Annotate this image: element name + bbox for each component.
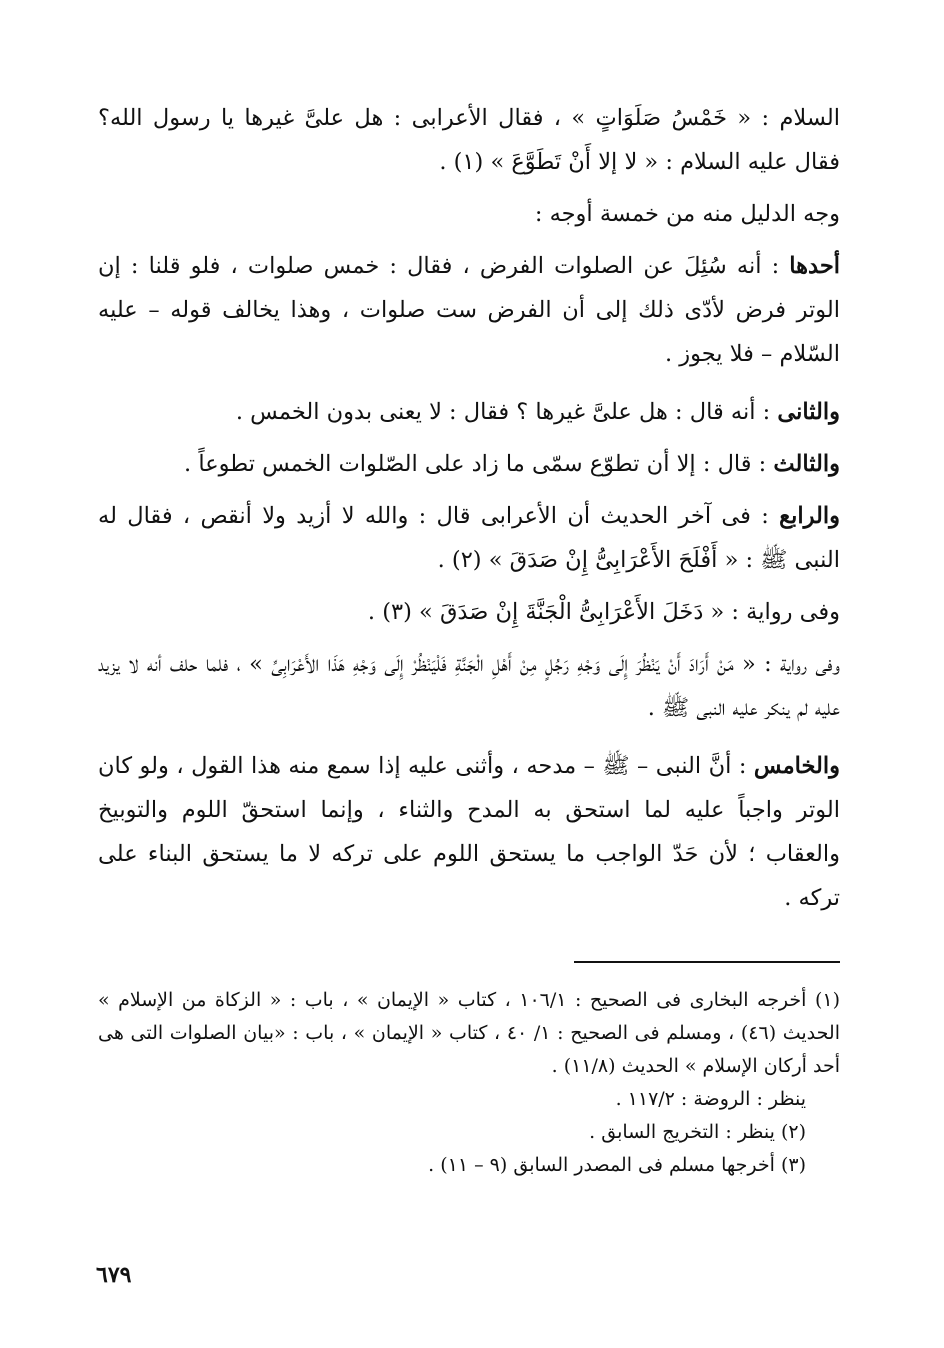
- main-text: [98, 96, 840, 934]
- paragraph-lead: أحدها: [789, 253, 840, 279]
- paragraph-8: [98, 744, 840, 920]
- paragraph-lead: والثالث: [773, 451, 840, 477]
- paragraph-4: [98, 442, 840, 486]
- page-number: ٦٧٩: [96, 1262, 132, 1288]
- paragraph-text: وفى رواية : « دَخَلَ الأَعْرَابِىُّ الْجَنَّةَ إِنْ صَدَقَ » (٣) .: [367, 599, 840, 625]
- paragraph-text: وجه الدليل منه من خمسة أوجه :: [534, 201, 840, 227]
- paragraph-2: [98, 244, 840, 376]
- paragraph-text: وفى رواية : « مَنْ أَرَادَ أَنْ يَنْظُرَ إِلَى وَجْهِ رَجُلٍ مِنْ أَهْلِ الْجَنَّةِ فَلْيَنْظُرْ إِلَى وَجْهِ هَذَا الأَعْرَابِىِّ » ، فلما حلف أنه لا يزيد عليه لم ينكر عليه النبى ﷺ .: [98, 651, 840, 721]
- paragraph-1: [98, 192, 840, 236]
- paragraph-text: : أنه قال : هل علىَّ غيرها ؟ فقال : لا يعنى بدون الخمس .: [235, 399, 778, 425]
- footnotes: [98, 984, 840, 1182]
- paragraph-text: السلام : « خَمْسُ صَلَوَاتٍ » ، فقال الأعرابى : هل علىَّ غيرها يا رسول الله؟ فقال عليه السلام : « لا إلا أَنْ تَطَوَّعَ » (١) .: [98, 105, 840, 175]
- paragraph-lead: والرابع: [779, 503, 840, 529]
- footnote-1: (١) أخرجه البخارى فى الصحيح : ١٠٦/١ ، كتاب « الإيمان » ، باب : « الزكاة من الإسلام » الحديث (٤٦) ، ومسلم فى الصحيح : ١/ ٤٠ ، كتاب « الإيمان » ، باب : «بيان الصلوات التى هى أحد أركان الإسلام » الحديث (١١/٨) .: [98, 989, 840, 1077]
- paragraph-7: [98, 642, 840, 730]
- footnote-3: (٣) أخرجها مسلم فى المصدر السابق (٩ – ١١) .: [428, 1154, 806, 1176]
- paragraph-0: [98, 96, 840, 184]
- paragraph-6: [98, 590, 840, 634]
- paragraph-3: [98, 390, 840, 434]
- paragraph-lead: والخامس: [753, 753, 840, 779]
- footnote-divider: [574, 961, 840, 963]
- footnote-1-continued: ينظر : الروضة : ١١٧/٢ .: [615, 1088, 806, 1110]
- paragraph-text: : أنه سُئِلَ عن الصلوات الفرض ، فقال : خمس صلوات ، فلو قلنا : إن الوتر فرض لأدّى ذلك إلى أن الفرض ست صلوات ، وهذا يخالف قوله – عليه السّلام – فلا يجوز .: [98, 253, 840, 367]
- paragraph-text: : فى آخر الحديث أن الأعرابى قال : والله لا أزيد ولا أنقص ، فقال له النبى ﷺ : « أَفْلَحَ الأَعْرَابِىُّ إِنْ صَدَقَ » (٢) .: [98, 503, 840, 573]
- footnote-2: (٢) ينظر : التخريج السابق .: [589, 1121, 806, 1143]
- paragraph-text: : أنَّ النبى – ﷺ – مدحه ، وأثنى عليه إذا سمع منه هذا القول ، ولو كان الوتر واجباً عليه لما استحق به المدح والثناء ، وإنما استحقّ اللوم والتوبيخ والعقاب ؛ لأن حَدّ الواجب ما يستحق اللوم على تركه لا ما يستحق البناء على تركه .: [98, 753, 840, 911]
- paragraph-lead: والثانى: [777, 399, 840, 425]
- paragraph-5: [98, 494, 840, 582]
- paragraph-text: : قال : إلا أن تطوّع سمّى ما زاد على الصّلوات الخمس تطوعاً .: [184, 451, 774, 477]
